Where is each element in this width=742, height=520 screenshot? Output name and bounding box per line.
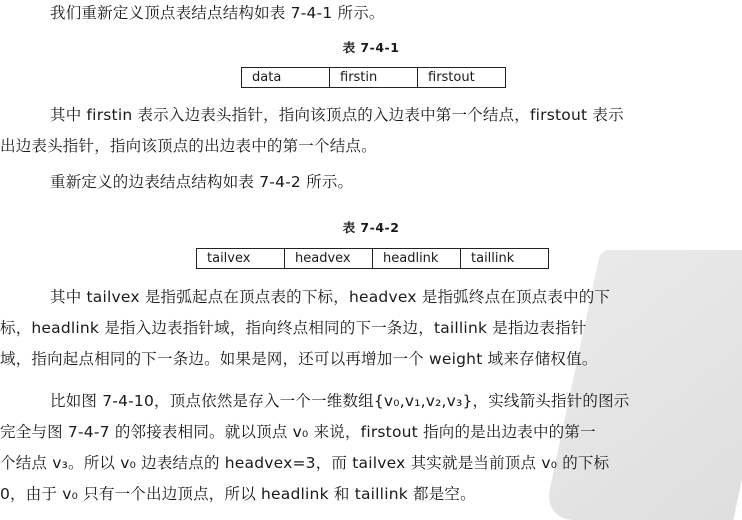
- edge-fields-description-line3: 域，指向起点相同的下一条边。如果是网，还可以再增加一个 weight 域来存储权值。: [0, 350, 598, 368]
- firstin-description-line2: 出边表头指针，指向该顶点的出边表中的第一个结点。: [0, 137, 377, 155]
- edge-node-structure-table: [196, 248, 549, 269]
- example-description-line1: 比如图 7-4-10，顶点依然是存入一个一维数组{v₀,v₁,v₂,v₃}，实线箭头指针的图示: [50, 392, 630, 410]
- table-cell-headlink: headlink: [373, 249, 461, 269]
- firstin-description-line1: 其中 firstin 表示入边表头指针，指向该顶点的入边表中第一个结点，firstout 表示: [50, 106, 624, 124]
- table-cell-tailvex: tailvex: [197, 249, 285, 269]
- table-cell-firstin: firstin: [330, 68, 418, 88]
- intro2-paragraph: 重新定义的边表结点结构如表 7-4-2 所示。: [50, 173, 354, 191]
- table-cell-firstout: firstout: [418, 68, 506, 88]
- table-cell-taillink: taillink: [461, 249, 549, 269]
- table-row: [242, 68, 506, 88]
- example-description-line3: 个结点 v₃。所以 v₀ 边表结点的 headvex=3，而 tailvex 其实就是当前顶点 v₀ 的下标: [0, 454, 610, 472]
- table-7-4-2-caption: 表 7-4-2: [342, 220, 400, 235]
- table-7-4-1-caption: 表 7-4-1: [342, 40, 400, 55]
- table-cell-headvex: headvex: [285, 249, 373, 269]
- table-row: [197, 249, 549, 269]
- intro-paragraph: 我们重新定义顶点表结点结构如表 7-4-1 所示。: [50, 4, 385, 22]
- example-description-line4: 0，由于 v₀ 只有一个出边顶点，所以 headlink 和 taillink 都是空。: [0, 485, 476, 503]
- table-cell-data: data: [242, 68, 330, 88]
- edge-fields-description-line2: 标，headlink 是指入边表指针域，指向终点相同的下一条边，taillink 是指边表指针: [0, 319, 587, 337]
- vertex-node-structure-table: [241, 67, 506, 88]
- example-description-line2: 完全与图 7-4-7 的邻接表相同。就以顶点 v₀ 来说，firstout 指向的是出边表中的第一: [0, 423, 596, 441]
- edge-fields-description-line1: 其中 tailvex 是指弧起点在顶点表的下标，headvex 是指弧终点在顶点表中的下: [50, 288, 611, 306]
